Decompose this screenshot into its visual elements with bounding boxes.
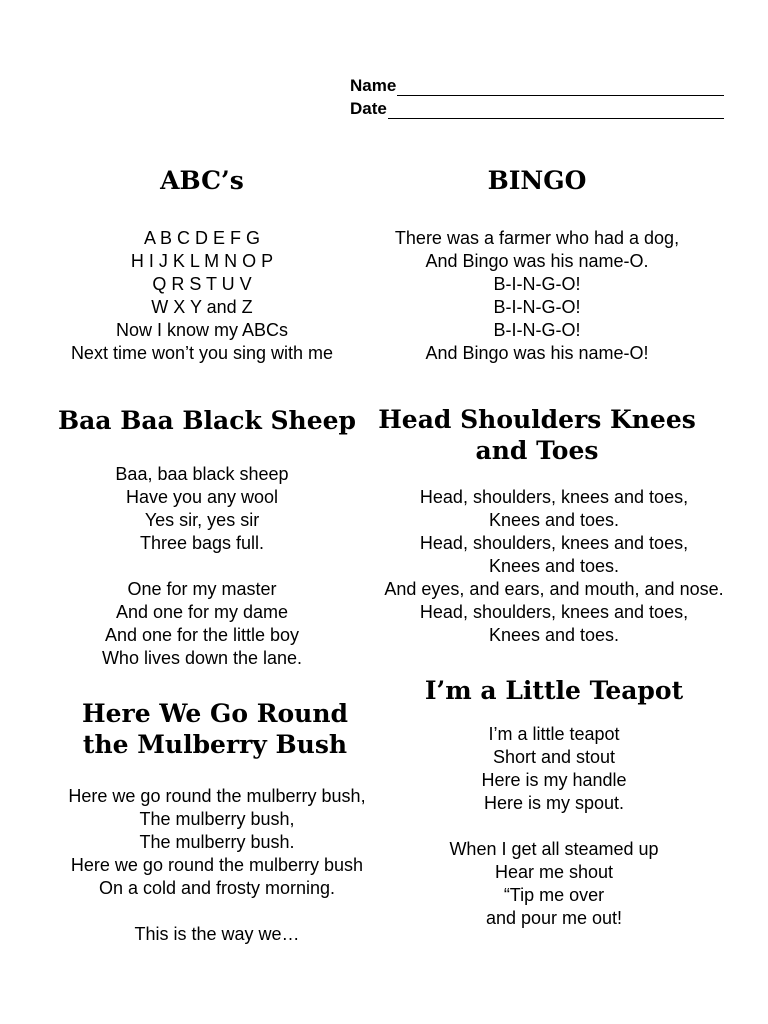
head-shoulders-song-lyrics: Head, shoulders, knees and toes, Knees and toes. Head, shoulders, knees and toes, Knees and toes. And eyes, and ears, and mouth, and nose. Head, shoulders, knees and toes, Knees and toes. bbox=[384, 487, 724, 645]
name-blank-line[interactable] bbox=[397, 80, 724, 96]
abc-song-lyrics: A B C D E F G H I J K L M N O P Q R S T U V W X Y and Z Now I know my ABCs Next time won’t you sing with me bbox=[70, 228, 334, 363]
date-blank-line[interactable] bbox=[388, 103, 724, 119]
mulberry-song-title: Here We Go Round the Mulberry Bush bbox=[82, 699, 348, 759]
name-label: Name bbox=[350, 76, 397, 95]
mulberry-song-lyrics: Here we go round the mulberry bush, The mulberry bush, The mulberry bush. Here we go round the mulberry bush On a cold and frosty morning. This is the way we… bbox=[68, 786, 366, 944]
name-field[interactable] bbox=[350, 76, 724, 96]
baa-baa-song-title: Baa Baa Black Sheep bbox=[57, 406, 357, 435]
head-shoulders-song-title: Head Shoulders Knees and Toes bbox=[378, 405, 696, 465]
bingo-song-title: BINGO bbox=[487, 166, 587, 195]
date-label: Date bbox=[350, 99, 387, 118]
teapot-song-title: I’m a Little Teapot bbox=[424, 676, 684, 705]
baa-baa-song-lyrics: Baa, baa black sheep Have you any wool Yes sir, yes sir Three bags full. One for my master And one for my dame And one for the little boy Who lives down the lane. bbox=[101, 464, 303, 668]
abc-song-title: ABC’s bbox=[160, 166, 244, 195]
date-field[interactable] bbox=[350, 99, 724, 119]
bingo-song-lyrics: There was a farmer who had a dog, And Bingo was his name-O. B-I-N-G-O! B-I-N-G-O! B-I-N-G-O! And Bingo was his name-O! bbox=[394, 228, 680, 363]
teapot-song-lyrics: I’m a little teapot Short and stout Here is my handle Here is my spout. When I get all steamed up Hear me shout “Tip me over and pour me out! bbox=[449, 724, 659, 928]
